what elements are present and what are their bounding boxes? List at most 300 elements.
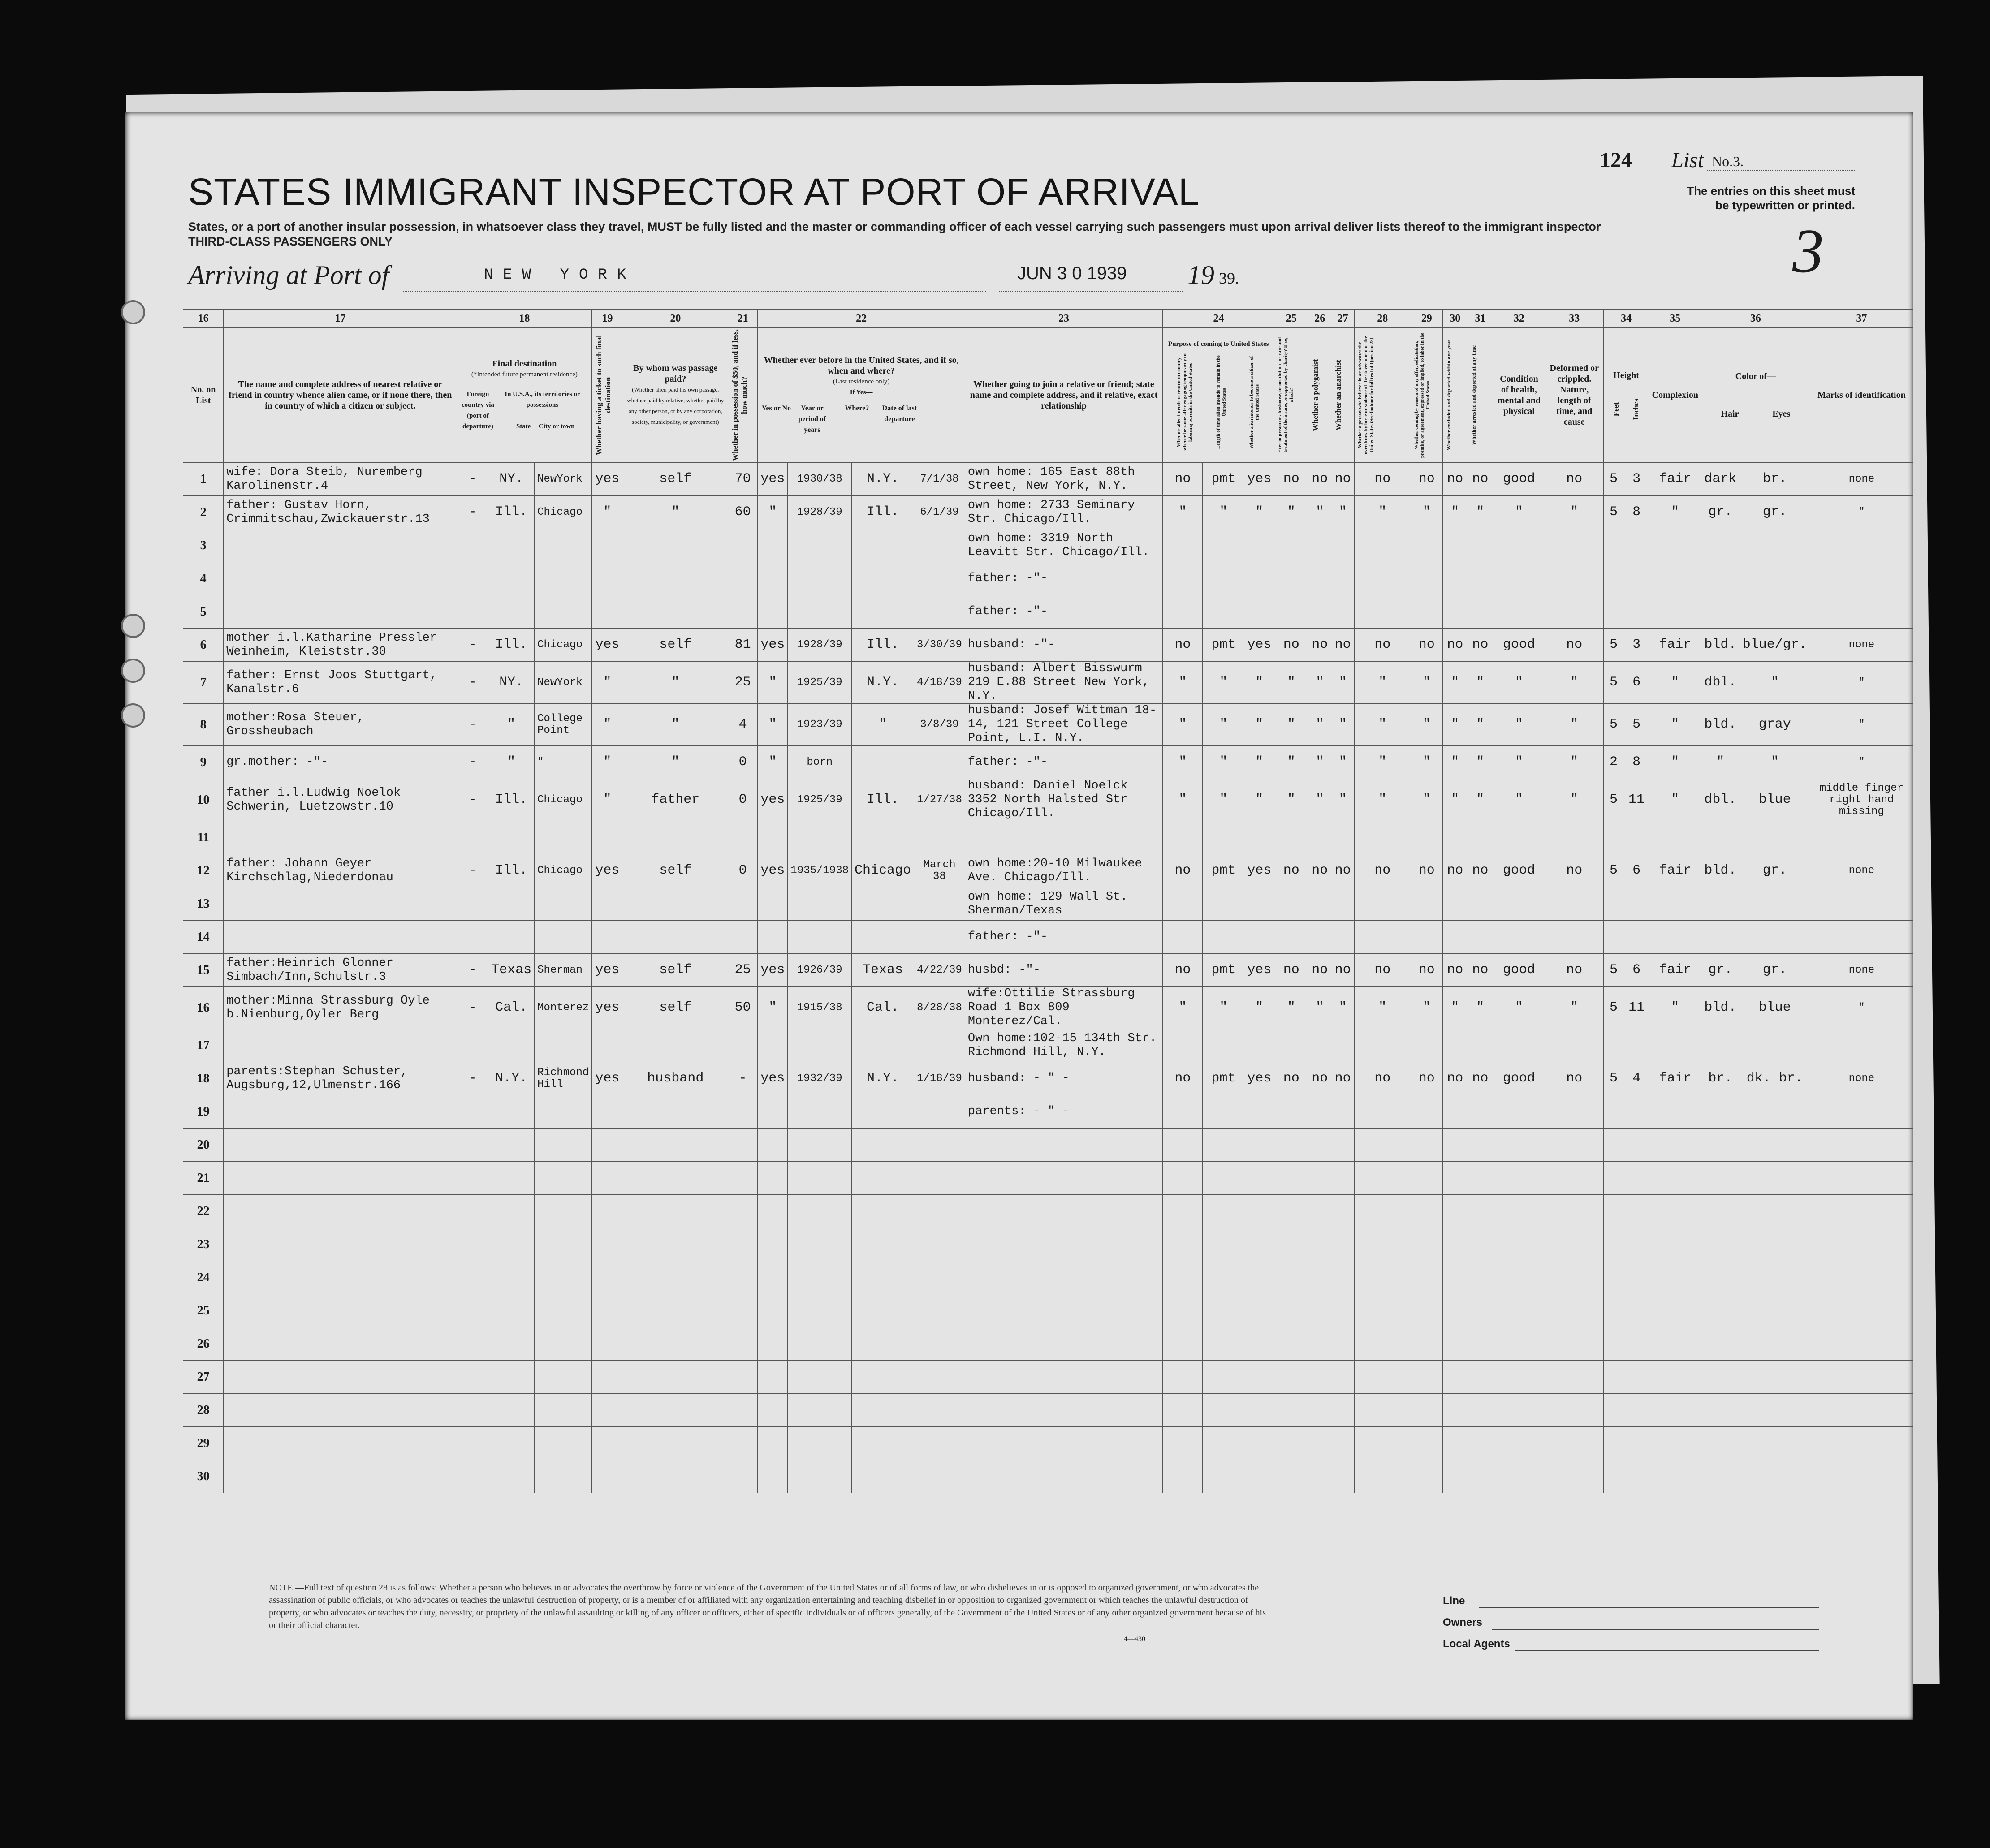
cell-eyes: [1740, 1460, 1810, 1493]
header-q29: Whether coming by reason of any offer, solicitation, promise, or agreement, expressed or implied, to labor in the United States: [1411, 328, 1442, 463]
header-before-in-us: Whether ever before in the United States, and if so, when and where? (Last residence only) If Yes— Yes or No Year or period of years Where? Date of last departure: [758, 328, 965, 463]
cell-fc: [457, 1327, 488, 1361]
cell-no: 25: [183, 1294, 224, 1327]
cell-city: [535, 1129, 592, 1162]
cell-eyes: [1740, 1129, 1810, 1162]
cell-st: [488, 1460, 535, 1493]
cell-where: [852, 1294, 914, 1327]
table-row: [183, 954, 1913, 987]
cell-ft: [1603, 529, 1624, 562]
cell-fc: -: [457, 662, 488, 704]
header-deformed: Deformed or crippled. Nature, length of time, and cause: [1545, 328, 1603, 463]
cell-health: [1493, 1294, 1545, 1327]
cell-city: [535, 1029, 592, 1062]
cell-c28: [1354, 1361, 1411, 1394]
cell-no: 13: [183, 887, 224, 921]
cell-marks: [1810, 1294, 1913, 1327]
cell-join: father: -"-: [965, 562, 1162, 595]
cell-yr: [788, 1195, 852, 1228]
cell-dep: March 38: [914, 854, 965, 887]
cell-hair: [1701, 1095, 1740, 1129]
cell-ft: [1603, 1294, 1624, 1327]
cell-c31: [1468, 1162, 1493, 1195]
cell-money: [728, 562, 757, 595]
cell-join: father: -"-: [965, 746, 1162, 779]
cell-join: [965, 1327, 1162, 1361]
cell-money: [728, 529, 757, 562]
cell-join: [965, 1394, 1162, 1427]
cell-c31: [1468, 1095, 1493, 1129]
cell-where: [852, 1460, 914, 1493]
cell-rel: [224, 887, 457, 921]
cell-c29: [1411, 821, 1442, 854]
cell-money: [728, 1029, 757, 1062]
cell-in: [1624, 1427, 1649, 1460]
cell-fc: [457, 1460, 488, 1493]
cell-yr: 1928/39: [788, 496, 852, 529]
cell-p1: [1163, 887, 1203, 921]
cell-c26: no: [1308, 954, 1331, 987]
cell-c28: [1354, 921, 1411, 954]
cell-paid: [623, 821, 728, 854]
cell-deformed: [1545, 821, 1603, 854]
cell-paid: self: [623, 463, 728, 496]
cell-comp: [1649, 595, 1701, 629]
cell-c30: ": [1442, 496, 1468, 529]
cell-p1: [1163, 595, 1203, 629]
cell-yr: [788, 1460, 852, 1493]
binder-hole: [121, 659, 145, 683]
cell-c29: [1411, 1129, 1442, 1162]
cell-join: husband: Josef Wittman 18-14, 121 Street College Point, L.I. N.Y.: [965, 704, 1162, 746]
cell-deformed: [1545, 1361, 1603, 1394]
cell-where: N.Y.: [852, 1062, 914, 1095]
cell-hair: [1701, 1327, 1740, 1361]
cell-c26: ": [1308, 662, 1331, 704]
cell-c26: ": [1308, 496, 1331, 529]
cell-c29: [1411, 1361, 1442, 1394]
header-complexion: Complexion: [1649, 328, 1701, 463]
table-row: [183, 854, 1913, 887]
cell-no: 18: [183, 1062, 224, 1095]
cell-join: [965, 1361, 1162, 1394]
cell-paid: [623, 1095, 728, 1129]
cell-c26: [1308, 529, 1331, 562]
cell-c29: [1411, 1162, 1442, 1195]
cell-eyes: gr.: [1740, 854, 1810, 887]
cell-eyes: blue: [1740, 779, 1810, 821]
cell-dep: 1/18/39: [914, 1062, 965, 1095]
cell-c30: [1442, 1162, 1468, 1195]
cell-where: [852, 1327, 914, 1361]
cell-hair: [1701, 1228, 1740, 1261]
cell-c29: no: [1411, 463, 1442, 496]
cell-hair: [1701, 1460, 1740, 1493]
cell-st: Ill.: [488, 496, 535, 529]
cell-comp: [1649, 1095, 1701, 1129]
cell-yr: 1915/38: [788, 987, 852, 1029]
cell-ft: [1603, 1228, 1624, 1261]
cell-comp: fair: [1649, 1062, 1701, 1095]
cell-p1: [1163, 1129, 1203, 1162]
cell-where: N.Y.: [852, 463, 914, 496]
cell-hair: [1701, 921, 1740, 954]
cell-health: ": [1493, 662, 1545, 704]
cell-c27: no: [1331, 629, 1354, 662]
cell-comp: ": [1649, 496, 1701, 529]
cell-yr: [788, 821, 852, 854]
cell-c25: [1274, 1261, 1308, 1294]
cell-city: [535, 1261, 592, 1294]
header-joining: Whether going to join a relative or friend; state name and complete address, and if relative, exact relationship: [965, 328, 1162, 463]
cell-deformed: no: [1545, 1062, 1603, 1095]
table-row: [183, 821, 1913, 854]
cell-c31: no: [1468, 629, 1493, 662]
cell-c28: [1354, 1261, 1411, 1294]
cell-yn: [758, 1327, 788, 1361]
cell-fc: [457, 1095, 488, 1129]
cell-p2: [1203, 1129, 1244, 1162]
cell-p2: ": [1203, 779, 1244, 821]
cell-c25: [1274, 1294, 1308, 1327]
cell-c26: no: [1308, 854, 1331, 887]
owners-label: Owners: [1443, 1616, 1483, 1628]
column-number: 35: [1649, 310, 1701, 328]
cell-c29: [1411, 1294, 1442, 1327]
cell-in: 8: [1624, 746, 1649, 779]
cell-fc: -: [457, 954, 488, 987]
cell-hair: ": [1701, 746, 1740, 779]
cell-join: [965, 1129, 1162, 1162]
cell-p1: [1163, 562, 1203, 595]
header-marks: Marks of identification: [1810, 328, 1913, 463]
cell-join: own home:20-10 Milwaukee Ave. Chicago/Ill.: [965, 854, 1162, 887]
cell-comp: [1649, 887, 1701, 921]
cell-p3: [1244, 1261, 1274, 1294]
cell-c27: [1331, 1029, 1354, 1062]
cell-no: 10: [183, 779, 224, 821]
cell-yr: [788, 529, 852, 562]
cell-st: [488, 1394, 535, 1427]
cell-deformed: ": [1545, 496, 1603, 529]
cell-p1: [1163, 1361, 1203, 1394]
cell-deformed: no: [1545, 854, 1603, 887]
cell-c31: ": [1468, 662, 1493, 704]
cell-c26: ": [1308, 779, 1331, 821]
cell-p1: ": [1163, 779, 1203, 821]
cell-c27: ": [1331, 704, 1354, 746]
cell-st: [488, 1361, 535, 1394]
cell-rel: father i.l.Ludwig Noelok Schwerin, Luetzowstr.10: [224, 779, 457, 821]
port-rule: [403, 291, 986, 292]
table-row: [183, 1162, 1913, 1195]
cell-rel: [224, 1162, 457, 1195]
cell-city: [535, 1361, 592, 1394]
cell-where: [852, 1427, 914, 1460]
cell-in: [1624, 1129, 1649, 1162]
cell-p3: yes: [1244, 629, 1274, 662]
cell-c29: ": [1411, 746, 1442, 779]
cell-paid: [623, 1460, 728, 1493]
cell-c25: [1274, 595, 1308, 629]
cell-money: [728, 821, 757, 854]
cell-no: 8: [183, 704, 224, 746]
cell-eyes: [1740, 529, 1810, 562]
cell-c31: [1468, 1029, 1493, 1062]
cell-ticket: [592, 1261, 623, 1294]
cell-p2: ": [1203, 704, 1244, 746]
cell-p3: ": [1244, 779, 1274, 821]
cell-ft: [1603, 887, 1624, 921]
cell-deformed: ": [1545, 704, 1603, 746]
cell-p1: [1163, 1029, 1203, 1062]
cell-p3: [1244, 562, 1274, 595]
cell-c29: ": [1411, 662, 1442, 704]
header-q28: Whether a person who believes in or advocates the overthrow by force or violence of the Government of the United States (See footnote for full text of Question 28): [1354, 328, 1411, 463]
cell-health: [1493, 1460, 1545, 1493]
cell-rel: mother:Minna Strassburg Oyle b.Nienburg,Oyler Berg: [224, 987, 457, 1029]
cell-deformed: ": [1545, 987, 1603, 1029]
cell-in: [1624, 1029, 1649, 1062]
cell-no: 20: [183, 1129, 224, 1162]
cell-paid: [623, 1162, 728, 1195]
arrival-date-stamp: JUN 3 0 1939: [1017, 263, 1127, 283]
cell-p1: no: [1163, 854, 1203, 887]
cell-p2: ": [1203, 662, 1244, 704]
cell-c30: [1442, 1361, 1468, 1394]
cell-c26: [1308, 595, 1331, 629]
header-no-on-list: No. on List: [183, 328, 224, 463]
cell-c28: [1354, 1460, 1411, 1493]
cell-st: [488, 1261, 535, 1294]
cell-deformed: [1545, 1460, 1603, 1493]
cell-no: 27: [183, 1361, 224, 1394]
cell-health: [1493, 562, 1545, 595]
cell-marks: [1810, 1361, 1913, 1394]
cell-c26: ": [1308, 987, 1331, 1029]
cell-yn: [758, 529, 788, 562]
cell-health: [1493, 1361, 1545, 1394]
cell-fc: -: [457, 746, 488, 779]
cell-st: [488, 1228, 535, 1261]
cell-st: [488, 1095, 535, 1129]
page-number: 124: [1600, 148, 1632, 172]
cell-rel: [224, 1427, 457, 1460]
cell-c28: no: [1354, 463, 1411, 496]
cell-p1: no: [1163, 463, 1203, 496]
cell-marks: ": [1810, 704, 1913, 746]
cell-deformed: [1545, 595, 1603, 629]
cell-c28: no: [1354, 1062, 1411, 1095]
cell-eyes: [1740, 1162, 1810, 1195]
cell-ticket: [592, 562, 623, 595]
cell-hair: [1701, 821, 1740, 854]
cell-yn: ": [758, 987, 788, 1029]
cell-fc: [457, 921, 488, 954]
cell-c31: [1468, 595, 1493, 629]
cell-c30: [1442, 1029, 1468, 1062]
cell-c30: [1442, 529, 1468, 562]
cell-c30: [1442, 1095, 1468, 1129]
cell-marks: [1810, 1261, 1913, 1294]
cell-money: -: [728, 1062, 757, 1095]
cell-city: Monterez: [535, 987, 592, 1029]
cell-yn: yes: [758, 954, 788, 987]
cell-where: [852, 1261, 914, 1294]
cell-p2: [1203, 1460, 1244, 1493]
cell-p1: [1163, 821, 1203, 854]
cell-ft: [1603, 562, 1624, 595]
cell-health: ": [1493, 987, 1545, 1029]
cell-c25: [1274, 1327, 1308, 1361]
column-number: 23: [965, 310, 1162, 328]
cell-deformed: [1545, 529, 1603, 562]
table-row: [183, 662, 1913, 704]
cell-marks: [1810, 887, 1913, 921]
cell-deformed: no: [1545, 954, 1603, 987]
cell-c29: [1411, 1095, 1442, 1129]
cell-dep: [914, 562, 965, 595]
cell-c25: ": [1274, 746, 1308, 779]
cell-c26: ": [1308, 746, 1331, 779]
cell-comp: [1649, 529, 1701, 562]
cell-fc: [457, 595, 488, 629]
cell-c27: [1331, 1129, 1354, 1162]
cell-money: 0: [728, 746, 757, 779]
header-prison: Ever in prison or almshouse, or institution for care and treatment of the insane, or supported by charity? If so, which?: [1274, 328, 1308, 463]
column-number: 26: [1308, 310, 1331, 328]
cell-health: ": [1493, 704, 1545, 746]
cell-rel: [224, 1460, 457, 1493]
cell-c30: [1442, 562, 1468, 595]
cell-yn: [758, 1129, 788, 1162]
cell-c28: ": [1354, 746, 1411, 779]
header-height: Height Feet Inches: [1603, 328, 1649, 463]
cell-where: [852, 1195, 914, 1228]
cell-ticket: [592, 1129, 623, 1162]
cell-c28: [1354, 1327, 1411, 1361]
cell-st: [488, 1029, 535, 1062]
cell-st: [488, 562, 535, 595]
cell-comp: [1649, 1427, 1701, 1460]
cell-hair: bld.: [1701, 854, 1740, 887]
cell-c30: [1442, 821, 1468, 854]
cell-ticket: [592, 821, 623, 854]
table-row: [183, 1361, 1913, 1394]
cell-c28: no: [1354, 954, 1411, 987]
cell-rel: father: Ernst Joos Stuttgart, Kanalstr.6: [224, 662, 457, 704]
cell-c28: [1354, 1228, 1411, 1261]
cell-yr: [788, 1261, 852, 1294]
cell-comp: [1649, 1195, 1701, 1228]
cell-ft: [1603, 1095, 1624, 1129]
cell-eyes: [1740, 1228, 1810, 1261]
cell-c30: [1442, 1394, 1468, 1427]
cell-p1: no: [1163, 1062, 1203, 1095]
cell-yr: [788, 1095, 852, 1129]
cell-in: 6: [1624, 854, 1649, 887]
cell-c27: [1331, 1394, 1354, 1427]
cell-comp: ": [1649, 746, 1701, 779]
cell-paid: [623, 1427, 728, 1460]
cell-health: ": [1493, 779, 1545, 821]
cell-health: [1493, 529, 1545, 562]
cell-p2: [1203, 1294, 1244, 1327]
cell-marks: ": [1810, 662, 1913, 704]
cell-c27: no: [1331, 1062, 1354, 1095]
cell-dep: [914, 1029, 965, 1062]
cell-marks: [1810, 529, 1913, 562]
cell-money: [728, 1394, 757, 1427]
cell-city: ": [535, 746, 592, 779]
cell-health: [1493, 595, 1545, 629]
cell-join: [965, 1460, 1162, 1493]
cell-ticket: [592, 1195, 623, 1228]
cell-fc: -: [457, 496, 488, 529]
cell-c26: [1308, 1327, 1331, 1361]
cell-ft: 5: [1603, 704, 1624, 746]
cell-p3: [1244, 1361, 1274, 1394]
cell-dep: [914, 1162, 965, 1195]
cell-p2: [1203, 562, 1244, 595]
cell-p2: pmt: [1203, 954, 1244, 987]
cell-rel: father:Heinrich Glonner Simbach/Inn,Schulstr.3: [224, 954, 457, 987]
cell-no: 16: [183, 987, 224, 1029]
cell-deformed: ": [1545, 779, 1603, 821]
cell-health: [1493, 1162, 1545, 1195]
page-title: STATES IMMIGRANT INSPECTOR AT PORT OF ARRIVAL: [188, 171, 1200, 213]
cell-hair: dark: [1701, 463, 1740, 496]
cell-marks: [1810, 1327, 1913, 1361]
cell-in: 11: [1624, 779, 1649, 821]
cell-p2: [1203, 1427, 1244, 1460]
cell-ticket: ": [592, 704, 623, 746]
table-row: [183, 746, 1913, 779]
cell-in: 11: [1624, 987, 1649, 1029]
cell-yr: [788, 887, 852, 921]
cell-c28: no: [1354, 629, 1411, 662]
cell-st: [488, 1129, 535, 1162]
cell-marks: [1810, 562, 1913, 595]
cell-ft: [1603, 1029, 1624, 1062]
cell-deformed: [1545, 1327, 1603, 1361]
cell-c25: ": [1274, 662, 1308, 704]
cell-deformed: [1545, 1427, 1603, 1460]
cell-marks: [1810, 1095, 1913, 1129]
cell-c30: [1442, 887, 1468, 921]
cell-city: [535, 887, 592, 921]
cell-ft: 5: [1603, 463, 1624, 496]
cell-city: Richmond Hill: [535, 1062, 592, 1095]
cell-fc: [457, 1195, 488, 1228]
cell-c29: [1411, 1261, 1442, 1294]
cell-city: [535, 1228, 592, 1261]
cell-money: 50: [728, 987, 757, 1029]
cell-in: 5: [1624, 704, 1649, 746]
cell-dep: [914, 746, 965, 779]
cell-city: [535, 562, 592, 595]
cell-in: [1624, 1162, 1649, 1195]
cell-paid: [623, 1361, 728, 1394]
cell-health: [1493, 1195, 1545, 1228]
cell-hair: [1701, 1427, 1740, 1460]
cell-c31: [1468, 1261, 1493, 1294]
cell-eyes: [1740, 1294, 1810, 1327]
cell-p1: [1163, 1162, 1203, 1195]
cell-c27: no: [1331, 463, 1354, 496]
cell-join: [965, 1261, 1162, 1294]
cell-join: [965, 1427, 1162, 1460]
